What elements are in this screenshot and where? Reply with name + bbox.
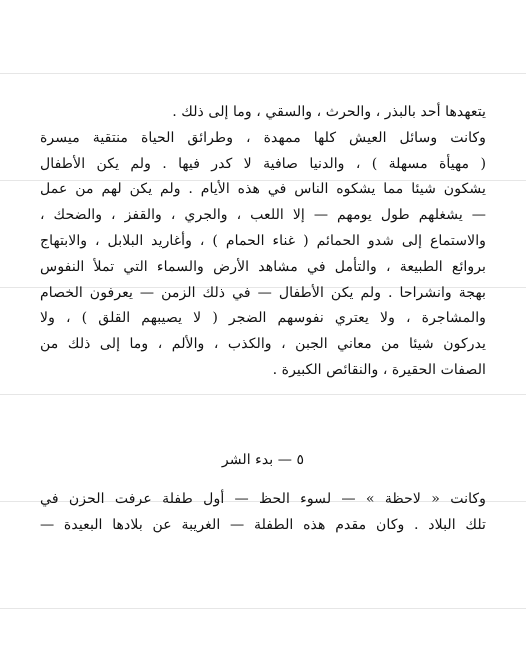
- text-line: يشكون شيئا مما يشكوه الناس في هذه الأيام . ولم يكن لهم من عمل: [40, 181, 486, 198]
- text-line: — يشغلهم طول يومهم — إلا اللعب ، والجري ، والقفز ، والضحك ،: [40, 207, 486, 224]
- text-line: بروائع الطبيعة ، والتأمل في مشاهد الأرض والسماء التي تملأ النفوس: [40, 258, 486, 275]
- section-heading: ٥ — بدء الشر: [221, 452, 305, 468]
- text-line: بهجة وانشراحا . ولم يكن الأطفال — في ذلك الزمن — يعرفون الخصام: [40, 284, 486, 301]
- text-line: ( مهيأة مسهلة ) ، والدنيا صافية لا كدر فيها . ولم يكن الأطفال: [40, 155, 486, 172]
- page-rule: [0, 608, 526, 609]
- text-line: يدركون شيئا من معاني الجبن ، والكذب ، والألم ، وما إلى ذلك من: [40, 336, 486, 353]
- text-line: تلك البلاد . وكان مقدم هذه الطفلة — الغريبة عن بلادها البعيدة —: [40, 516, 486, 533]
- page-rule: [0, 73, 526, 74]
- text-line: والاستماع إلى شدو الحمائم ( غناء الحمام ) ، وأغاريد البلابل ، والابتهاج: [40, 232, 486, 249]
- paragraph-1: [40, 100, 486, 384]
- text-line: الصفات الحقيرة ، والنقائص الكبيرة .: [272, 361, 486, 378]
- paragraph-2: [40, 487, 486, 539]
- page-rule: [0, 394, 526, 395]
- text-line: يتعهدها أحد بالبذر ، والحرث ، والسقي ، وما إلى ذلك .: [172, 104, 486, 120]
- text-line: والمشاجرة ، ولا يعتري نفوسهم الضجر ( لا يصيبهم القلق ) ، ولا: [40, 310, 486, 327]
- text-line: وكانت وسائل العيش كلها ممهدة ، وطرائق الحياة منتقية ميسرة: [40, 129, 486, 146]
- text-line: وكانت « لاحظة » — لسوء الحظ — أول طفلة عرفت الحزن في: [40, 491, 486, 507]
